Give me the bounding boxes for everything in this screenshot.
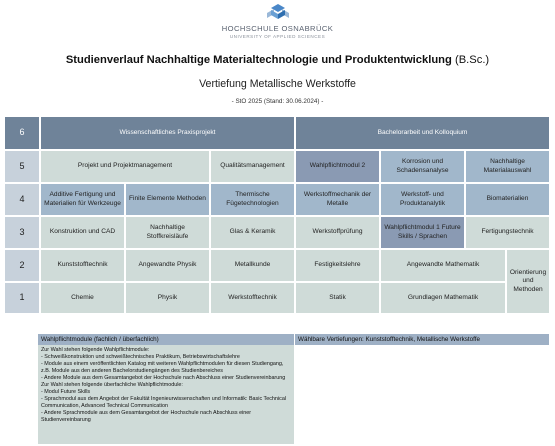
version-stand: - StO 2025 (Stand: 30.06.2024) - <box>231 98 324 105</box>
title-text: Studienverlauf Nachhaltige Materialtechnologie und Produktentwicklung <box>65 54 452 66</box>
semester-label-4: 4 <box>4 183 40 216</box>
specializations-note <box>295 334 549 345</box>
note-line: - Andere Sprachmodule aus dem Gesamtangebot der Hochschule nach Abschluss einer Studienvereinbarung <box>41 410 252 424</box>
note-line: - Schweißkonstruktion und schweißtechnisches Praktikum, Betriebswirtschaftslehre <box>41 354 240 361</box>
institution-name: HOCHSCHULE OSNABRÜCK <box>221 24 334 33</box>
module-bachelorarbeit: Bachelorarbeit und Kolloquium <box>295 116 550 150</box>
logo-mark-icon <box>263 2 293 22</box>
module-fertigungstechnik: Fertigungstechnik <box>465 216 550 249</box>
semester-label-6: 6 <box>4 116 40 150</box>
note-line: - Module aus einem veröffentlichten Katalog mit weiteren Wahlpflichtmodulen für diesen Studiengang, z.B. Module aus den anderen Bachelorstudiengängen des Studienbereiches <box>41 361 284 375</box>
elective-notes <box>38 334 294 444</box>
curriculum-grid <box>4 116 550 314</box>
module-biomaterialien: Biomaterialien <box>465 183 550 216</box>
module-praxisprojekt: Wissenschaftliches Praxisprojekt <box>40 116 295 150</box>
note-line: - Andere Module aus dem Gesamtangebot der Hochschule nach Abschluss einer Studienvereinbarung <box>41 375 286 382</box>
module-produktanalytik: Werkstoff- und Produktanalytik <box>380 183 465 216</box>
module-wahlpflicht-2: Wahlpflichtmodul 2 <box>295 150 380 183</box>
institution-subname: UNIVERSITY OF APPLIED SCIENCES <box>229 34 326 39</box>
module-konstruktion-cad: Konstruktion und CAD <box>40 216 125 249</box>
module-werkstofftechnik: Werkstofftechnik <box>210 282 295 314</box>
module-werkstoffpruefung: Werkstoffprüfung <box>295 216 380 249</box>
module-chemie: Chemie <box>40 282 125 314</box>
module-projektmanagement: Projekt und Projektmanagement <box>40 150 210 183</box>
module-fuegetechnologien: Thermische Fügetechnologien <box>210 183 295 216</box>
module-stoffkreislaeufe: Nachhaltige Stoffkreisläufe <box>125 216 210 249</box>
module-qualitaetsmanagement: Qualitätsmanagement <box>210 150 295 183</box>
page-subtitle: Vertiefung Metallische Werkstoffe <box>199 78 356 90</box>
module-physik: Physik <box>125 282 210 314</box>
semester-label-1: 1 <box>4 282 40 314</box>
module-kunststofftechnik: Kunststofftechnik <box>40 249 125 282</box>
note-line: - Sprachmodul aus dem Angebot der Fakultät Ingenieurwissenschaften und Informatik: Basic Technical Communication, Advanced Technical Communication <box>41 396 287 410</box>
module-wahlpflicht-1: Wahlpflichtmodul 1 Future Skills / Sprachen <box>380 216 465 249</box>
module-metallkunde: Metallkunde <box>210 249 295 282</box>
module-statik: Statik <box>295 282 380 314</box>
module-glas-keramik: Glas & Keramik <box>210 216 295 249</box>
semester-label-5: 5 <box>4 150 40 183</box>
elective-notes-title: Wahlpflichtmodule (fachlich / überfachlich) <box>38 334 294 345</box>
elective-notes-body <box>38 345 294 444</box>
note-line: - Modul Future Skills <box>41 389 91 396</box>
module-festigkeitslehre: Festigkeitslehre <box>295 249 380 282</box>
note-line: Zur Wahl stehen folgende überfachliche Wahlpflichtmodule: <box>41 382 183 389</box>
semester-label-3: 3 <box>4 216 40 249</box>
page-title <box>0 54 555 66</box>
specializations-title: Wählbare Vertiefungen: Kunststofftechnik, Metallische Werkstoffe <box>295 334 549 345</box>
module-angewandte-mathematik: Angewandte Mathematik <box>380 249 506 282</box>
note-line: Zur Wahl stehen folgende Wahlpflichtmodule: <box>41 347 150 353</box>
module-additive-fertigung: Additive Fertigung und Materialien für Werkzeuge <box>40 183 125 216</box>
module-korrosion: Korrosion und Schadensanalyse <box>380 150 465 183</box>
module-materialauswahl: Nachhaltige Materialauswahl <box>465 150 550 183</box>
module-finite-elemente: Finite Elemente Methoden <box>125 183 210 216</box>
degree-label: (B.Sc.) <box>454 54 490 66</box>
module-werkstoffmechanik: Werkstoffmechanik der Metalle <box>295 183 380 216</box>
module-grundlagen-mathematik: Grundlagen Mathematik <box>380 282 506 314</box>
university-logo <box>0 2 555 39</box>
semester-label-2: 2 <box>4 249 40 282</box>
module-orientierung-methoden: Orientierung und Methoden <box>506 249 550 314</box>
module-angewandte-physik: Angewandte Physik <box>125 249 210 282</box>
